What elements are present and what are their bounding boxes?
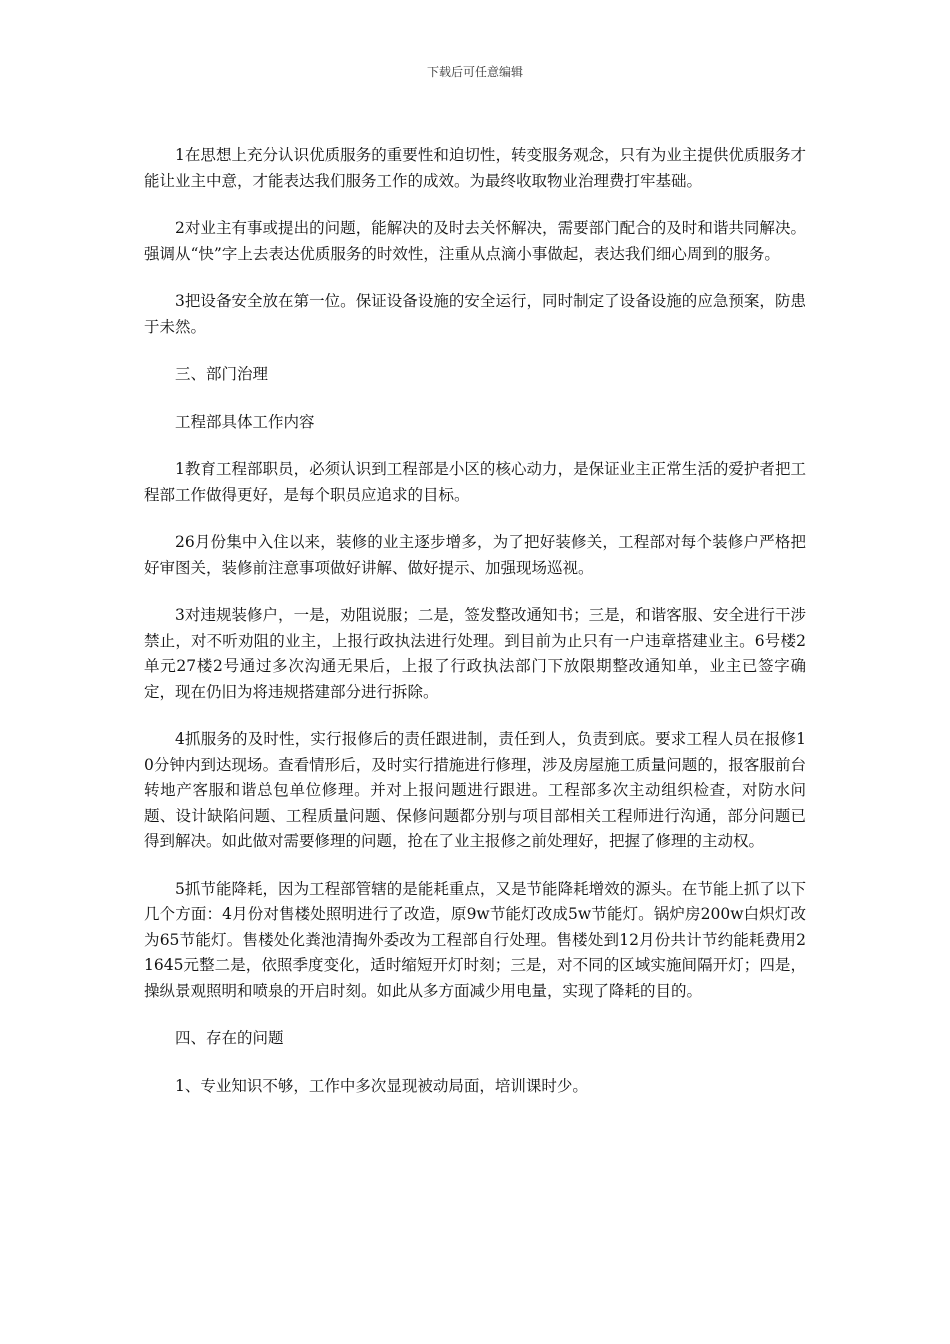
subheading-engineering-work: 工程部具体工作内容: [175, 412, 315, 431]
page-header-note: 下载后可任意编辑: [426, 65, 523, 79]
paragraph-illegal-renovation: 3对违规装修户，一是，劝阻说服；二是，签发整改通知书；三是，和谐客服、安全进行干涉禁止，对不听劝阻的业主，上报行政执法进行处理。到目前为止只有一户违章搭建业主。6号楼2单元27楼2号通过多次沟通无果后，上报了行政执法部门下放限期整改通知单，业主已签字确定，现在仍旧为将违规搭建部分进行拆除。: [144, 606, 806, 701]
section-heading-department-management: 三、部门治理: [175, 365, 269, 383]
document-body: [144, 143, 806, 1121]
paragraph-repair-timeliness: 4抓服务的及时性，实行报修后的责任跟进制，责任到人，负责到底。要求工程人员在报修10分钟内到达现场。查看情形后，及时实行措施进行修理，涉及房屋施工质量问题的，报客服前台转地产客服和谐总包单位修理。并对上报问题进行跟进。工程部多次主动组织检查，对防水问题、设计缺陷问题、工程质量问题、保修问题都分别与项目部相关工程师进行沟通，部分问题已得到解决。如此做对需要修理的问题，抢在了业主报修之前处理好，把握了修理的主动权。: [144, 730, 806, 850]
section-heading-existing-problems: 四、存在的问题: [175, 1029, 284, 1047]
paragraph-service-awareness: 1在思想上充分认识优质服务的重要性和迫切性，转变服务观念，只有为业主提供优质服务才能让业主中意，才能表达我们服务工作的成效。为最终收取物业治理费打牢基础。: [144, 146, 806, 190]
paragraph-problem-knowledge: 1、专业知识不够，工作中多次显现被动局面，培训课时少。: [175, 1076, 588, 1095]
paragraph-staff-education: 1教育工程部职员，必须认识到工程部是小区的核心动力，是保证业主正常生活的爱护者把工程部工作做得更好，是每个职员应追求的目标。: [144, 460, 806, 504]
paragraph-renovation-control: 26月份集中入住以来，装修的业主逐步增多，为了把好装修关，工程部对每个装修户严格把好审图关，装修前注意事项做好讲解、做好提示、加强现场巡视。: [144, 533, 806, 577]
paragraph-owner-issues: 2对业主有事或提出的问题，能解决的及时去关怀解决，需要部门配合的及时和谐共同解决。强调从“快”字上去表达优质服务的时效性，注重从点滴小事做起，表达我们细心周到的服务。: [144, 219, 806, 263]
paragraph-energy-saving: 5抓节能降耗，因为工程部管辖的是能耗重点，又是节能降耗增效的源头。在节能上抓了以下几个方面：4月份对售楼处照明进行了改造，原9w节能灯改成5w节能灯。锅炉房200w白炽灯改为65节能灯。售楼处化粪池清掏外委改为工程部自行处理。售楼处到12月份共计节约能耗费用21645元整二是，依照季度变化，适时缩短开灯时刻；三是，对不同的区域实施间隔开灯；四是，操纵景观照明和喷泉的开启时刻。如此从多方面减少用电量，实现了降耗的目的。: [144, 879, 806, 1000]
paragraph-equipment-safety: 3把设备安全放在第一位。保证设备设施的安全运行，同时制定了设备设施的应急预案，防患于未然。: [144, 292, 806, 336]
